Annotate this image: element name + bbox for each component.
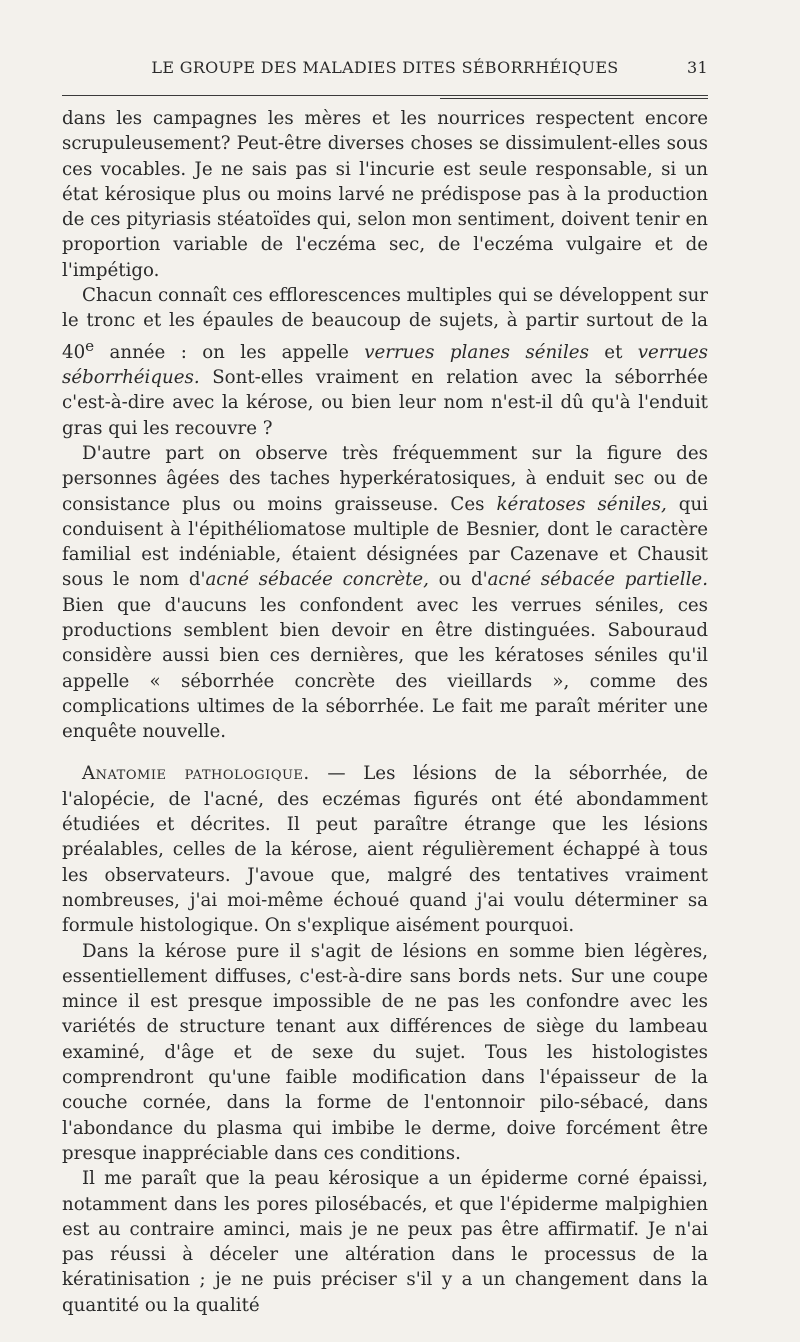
p3-text-d: Bien que d'aucuns les confondent avec les verrues séniles, ces productions semblent bien devoir en être distinguées. Sabouraud considère aussi bien ces dernières, que les kératoses séniles qu'il appelle « séborrhée concrète des vieillards », comme des complications ultimes de la séborrhée. Le fait me paraît mériter une enquête nouvelle. bbox=[62, 594, 708, 743]
paragraph-4 bbox=[62, 761, 708, 938]
paragraph-6: Il me paraît que la peau kérosique a un épiderme corné épaissi, notamment dans les pores pilosébacés, et que l'épiderme malpighien est au contraire aminci, mais je ne peux pas être affirmatif. Je n'ai pas réussi à déceler une altération dans le processus de la kératinisation ; je ne puis préciser s'il y a un changement dans la quantité ou la qualité bbox=[62, 1168, 708, 1316]
running-header bbox=[62, 58, 708, 84]
header-rule bbox=[62, 95, 708, 96]
p4-text: — Les lésions de la séborrhée, de l'alopécie, de l'acné, des eczémas figurés ont été abondamment étudiées et décrites. Il peut paraître étrange que les lésions préalables, celles de la kérose, aient régulièrement échappé à tous les observateurs. J'avoue que, malgré des tentatives vraiment nombreuses, j'ai moi-même échoué quand j'ai voulu déterminer sa formule histologique. On s'explique aisément pourquoi. bbox=[62, 763, 708, 937]
p3-text-a: D'autre part on observe très fréquemment sur la figure des personnes âgées des taches hyperkératosiques, à enduit sec ou de consistance plus ou moins graisseuse. Ces bbox=[62, 442, 708, 515]
p2-italic-1: verrues planes séniles bbox=[364, 341, 589, 363]
p2-text-c: et bbox=[588, 341, 638, 363]
body-text bbox=[62, 106, 708, 1318]
p3-italic-2: acné sébacée concrète, bbox=[205, 569, 429, 591]
p3-text-c: ou d' bbox=[428, 569, 488, 591]
p3-italic-3: acné sébacée partielle. bbox=[487, 569, 708, 591]
p2-text-a: Chacun connaît ces efflorescences multiples qui se développent sur le tronc et les épaules de beaucoup de sujets, à partir surtout de la 40 bbox=[62, 285, 708, 363]
p3-italic-1: kératoses séniles, bbox=[496, 493, 667, 515]
section-heading: Anatomie pathologique. bbox=[82, 763, 310, 785]
p2-italic-2: verrues séborrhéiques. bbox=[62, 341, 709, 389]
p3-text-b: qui conduisent à l'épithéliomatose multiple de Besnier, dont le caractère familial est indéniable, étaient désignées par Cazenave et Chausit sous le nom d' bbox=[62, 493, 708, 591]
running-title: LE GROUPE DES MALADIES DITES SÉBORRHÉIQUES bbox=[151, 58, 619, 77]
page-number: 31 bbox=[687, 58, 708, 77]
paragraph-2 bbox=[62, 283, 708, 441]
header-rule-secondary bbox=[440, 98, 708, 99]
paragraph-5: Dans la kérose pure il s'agit de lésions en somme bien légères, essentiellement diffuses, c'est-à-dire sans bords nets. Sur une coupe mince il est presque impossible de ne pas les confondre avec les variétés de structure tenant aux différences de siège du lambeau examiné, d'âge et de sexe du sujet. Tous les histologistes comprendront qu'une faible modification dans l'épaisseur de la couche cornée, dans la forme de l'entonnoir pilo-sébacé, dans l'abondance du plasma qui imbibe le derme, doive forcément être presque inappréciable dans ces conditions. bbox=[62, 940, 708, 1164]
paragraph-1: dans les campagnes les mères et les nourrices respectent encore scrupuleusement? Peut-être diverses choses se dissimulent-elles sous ces vocables. Je ne sais pas si l'incurie est seule responsable, si un état kérosique plus ou moins larvé ne prédispose pas à la production de ces pityriasis stéatoïdes qui, selon mon sentiment, doivent tenir en proportion variable de l'eczéma sec, de l'eczéma vulgaire et de l'impétigo. bbox=[62, 108, 708, 281]
p2-text-b: année : on les appelle bbox=[94, 341, 365, 363]
p2-superscript: e bbox=[85, 336, 95, 355]
paragraph-3 bbox=[62, 441, 708, 745]
p2-text-d: Sont-elles vraiment en relation avec la séborrhée c'est-à-dire avec la kérose, ou bien leur nom n'est-il dû qu'à l'enduit gras qui les recouvre ? bbox=[62, 367, 708, 439]
